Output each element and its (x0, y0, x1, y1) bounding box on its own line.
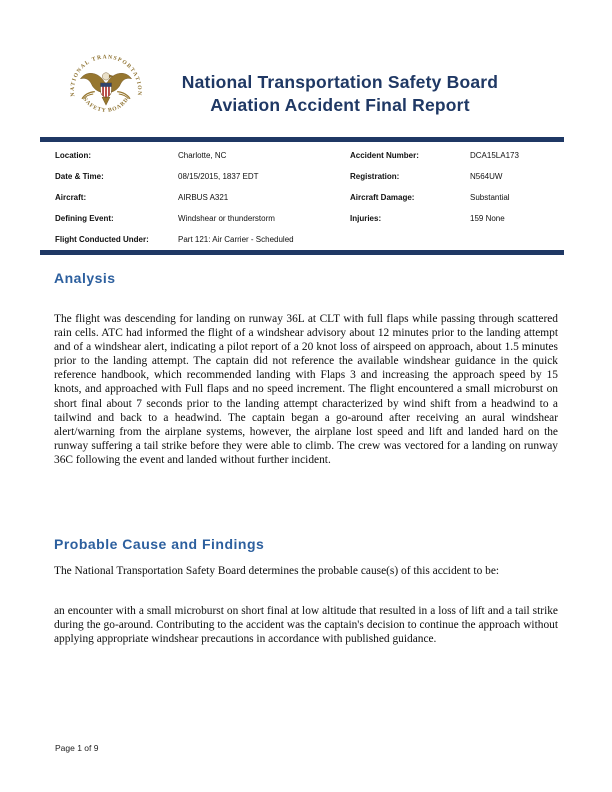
report-title-line1: National Transportation Safety Board (181, 72, 499, 92)
probable-cause-heading: Probable Cause and Findings (54, 536, 265, 552)
info-value: 159 None (470, 214, 505, 223)
info-value: 08/15/2015, 1837 EDT (178, 172, 259, 181)
info-value: Substantial (470, 193, 510, 202)
info-value: Part 121: Air Carrier - Scheduled (178, 235, 294, 244)
seal-text-top: NATIONAL TRANSPORTATION (69, 54, 143, 97)
probable-cause-intro: The National Transportation Safety Board determines the probable cause(s) of this accident to be: (54, 565, 500, 577)
info-table-row (40, 229, 564, 250)
info-label: Accident Number: (350, 151, 419, 160)
info-value: Windshear or thunderstorm (178, 214, 275, 223)
info-table-row (40, 166, 564, 187)
info-label: Flight Conducted Under: (55, 235, 149, 244)
ntsb-seal-logo (66, 50, 146, 130)
report-title-line2: Aviation Accident Final Report (210, 95, 470, 115)
info-label: Registration: (350, 172, 400, 181)
analysis-paragraph: The flight was descending for landing on runway 36L at CLT with full flaps while passing through scattered rain cells. ATC had informed the flight of a windshear advisory about 12 minutes prior to the landing attempt and of a windshear alert, indicating a pilot report of a 20 knot loss of airspeed on approach, about 1.5 minutes prior to the landing attempt. The captain did not reference the available windshear guidance in the quick reference handbook, which recommended landing with Flaps 3 and increasing the approach speed by 15 knots, and approached with Full flaps and no speed increment. The flight encountered a small microburst on short final about 7 seconds prior to the landing attempt characterized by wind shift from a headwind to a tailwind and back to a headwind. The captain began a go-around after receiving an aural windshear alert/warning from the airplane systems, however, the airplane lost speed and lift and landed hard on the runway suffering a tail strike before they were able to climb. The crew was vectored for a landing on runway 36C following the event and landed without further incident. (54, 313, 558, 466)
table-top-rule (40, 137, 564, 142)
info-label: Aircraft Damage: (350, 193, 415, 202)
probable-cause-paragraph: an encounter with a small microburst on short final at low altitude that resulted in a loss of lift and a tail strike during the go-around. Contributing to the accident was the captain's decision to continue the approach without applying appropriate windshear precautions in accordance with published guidance. (54, 605, 558, 646)
accident-info-table (40, 145, 564, 250)
info-value: Charlotte, NC (178, 151, 227, 160)
analysis-heading: Analysis (54, 270, 116, 286)
info-table-row (40, 208, 564, 229)
info-label: Location: (55, 151, 91, 160)
info-table-row (40, 187, 564, 208)
info-value: N564UW (470, 172, 503, 181)
page-number-label: Page 1 of 9 (55, 743, 99, 753)
info-value: DCA15LA173 (470, 151, 519, 160)
info-value: AIRBUS A321 (178, 193, 229, 202)
info-label: Injuries: (350, 214, 382, 223)
info-label: Defining Event: (55, 214, 114, 223)
seal-text-bottom: SAFETY BOARD (81, 96, 131, 114)
info-table-row (40, 145, 564, 166)
report-title (140, 71, 540, 117)
table-bottom-rule (40, 250, 564, 255)
info-label: Date & Time: (55, 172, 104, 181)
info-label: Aircraft: (55, 193, 87, 202)
